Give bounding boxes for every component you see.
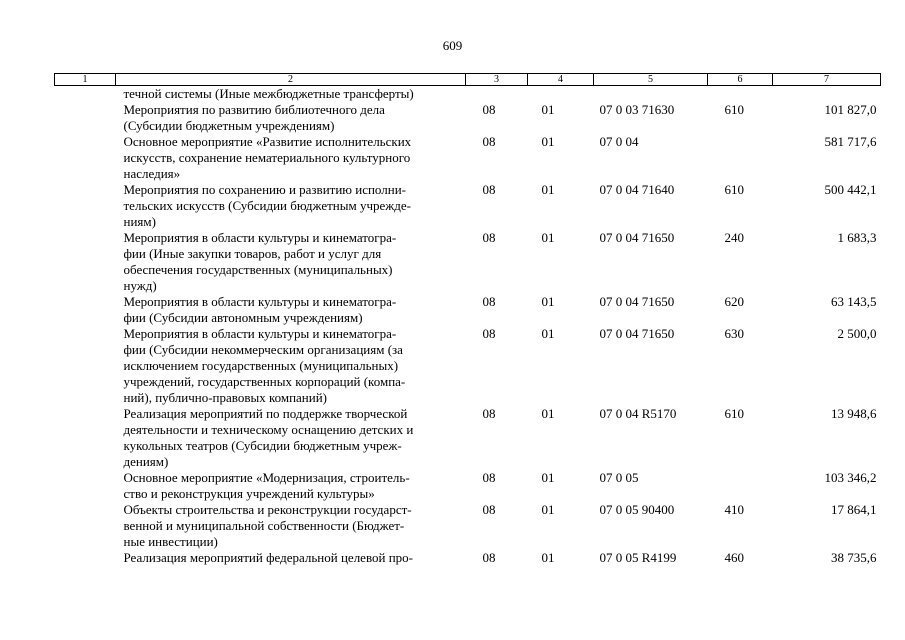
empty-cell	[55, 294, 116, 326]
expense-type-cell	[708, 134, 773, 182]
item-name-cell	[116, 86, 466, 103]
table-row	[55, 102, 881, 134]
amount-cell: 101 827,0	[824, 102, 877, 117]
subsection-cell: 01	[541, 502, 555, 517]
section-cell	[466, 86, 528, 103]
amount-cell: 103 346,2	[824, 470, 877, 485]
section-cell: 08	[482, 326, 496, 341]
item-name-line: нужд)	[123, 278, 157, 293]
item-name-cell	[116, 134, 466, 182]
table-row	[55, 406, 881, 470]
expense-type-cell: 610	[724, 182, 744, 197]
item-name-line: ство и реконструкция учреждений культуры»	[123, 486, 375, 501]
item-name-cell	[116, 406, 466, 470]
item-name-line: искусств, сохранение нематериального культурного	[123, 150, 411, 165]
column-number: 7	[773, 74, 881, 86]
item-name-cell	[116, 230, 466, 294]
section-cell: 08	[482, 134, 496, 149]
item-name-line: Мероприятия по развитию библиотечного дела	[123, 102, 385, 117]
item-name-cell	[116, 294, 466, 326]
subsection-cell: 01	[541, 230, 555, 245]
expense-type-cell: 460	[724, 550, 744, 565]
target-article-cell: 07 0 03 71630	[599, 102, 675, 117]
item-name-cell	[116, 550, 466, 566]
table-row	[55, 182, 881, 230]
page-number: 609	[442, 38, 463, 53]
table-row	[55, 502, 881, 550]
item-name-line: ний), публично-правовых компаний)	[123, 390, 328, 405]
expense-type-cell: 610	[724, 406, 744, 421]
item-name-cell	[116, 102, 466, 134]
item-name-line: Мероприятия по сохранению и развитию исполни-	[123, 182, 406, 197]
item-name-cell	[116, 182, 466, 230]
table-row	[55, 294, 881, 326]
empty-cell	[55, 502, 116, 550]
table-row	[55, 230, 881, 294]
item-name-line: фии (Субсидии некоммерческим организациям (за	[123, 342, 403, 357]
item-name-cell	[116, 502, 466, 550]
column-number: 2	[116, 74, 466, 86]
item-name-cell	[116, 326, 466, 406]
item-name-line: фии (Иные закупки товаров, работ и услуг для	[123, 246, 382, 261]
expense-type-cell	[708, 86, 773, 103]
expense-type-cell: 610	[724, 102, 744, 117]
column-number-row	[55, 74, 881, 86]
empty-cell	[55, 470, 116, 502]
item-name-line: фии (Субсидии автономным учреждениям)	[123, 310, 363, 325]
subsection-cell: 01	[541, 550, 555, 565]
item-name-line: дениям)	[123, 454, 169, 469]
item-name-line: наследия»	[123, 166, 181, 181]
item-name-line: Мероприятия в области культуры и кинематогра-	[123, 326, 397, 341]
subsection-cell: 01	[541, 134, 555, 149]
column-number: 4	[528, 74, 594, 86]
item-name-line: Реализация мероприятий федеральной целевой про-	[123, 550, 413, 565]
amount-cell: 500 442,1	[824, 182, 877, 197]
section-cell: 08	[482, 502, 496, 517]
column-number: 6	[708, 74, 773, 86]
empty-cell	[55, 550, 116, 566]
amount-cell: 581 717,6	[824, 134, 877, 149]
item-name-line: венной и муниципальной собственности (Бюджет-	[123, 518, 405, 533]
amount-cell: 63 143,5	[831, 294, 877, 309]
target-article-cell: 07 0 05 90400	[599, 502, 675, 517]
amount-cell: 17 864,1	[831, 502, 877, 517]
item-name-line: обеспечения государственных (муниципальных)	[123, 262, 393, 277]
subsection-cell: 01	[541, 102, 555, 117]
amount-cell: 38 735,6	[831, 550, 877, 565]
empty-cell	[55, 406, 116, 470]
item-name-line: тельских искусств (Субсидии бюджетным учрежде-	[123, 198, 411, 213]
target-article-cell: 07 0 04 R5170	[599, 406, 677, 421]
column-number: 5	[594, 74, 708, 86]
table-row	[55, 86, 881, 103]
item-name-line: кукольных театров (Субсидии бюджетным учреж-	[123, 438, 402, 453]
item-name-line: Основное мероприятие «Модернизация, строитель-	[123, 470, 410, 485]
section-cell: 08	[482, 550, 496, 565]
target-article-cell: 07 0 05 R4199	[599, 550, 677, 565]
subsection-cell: 01	[541, 326, 555, 341]
expense-type-cell: 630	[724, 326, 744, 341]
item-name-line: исключением государственных (муниципальных)	[123, 358, 399, 373]
target-article-cell: 07 0 04 71650	[599, 230, 675, 245]
target-article-cell: 07 0 05	[599, 470, 639, 485]
subsection-cell: 01	[541, 182, 555, 197]
item-name-line: Мероприятия в области культуры и кинематогра-	[123, 230, 397, 245]
expense-type-cell: 620	[724, 294, 744, 309]
item-name-line: Основное мероприятие «Развитие исполнительских	[123, 134, 412, 149]
amount-cell	[773, 86, 881, 103]
subsection-cell	[528, 86, 594, 103]
section-cell: 08	[482, 406, 496, 421]
table-body	[55, 86, 881, 567]
expense-type-cell: 410	[724, 502, 744, 517]
empty-cell	[55, 326, 116, 406]
target-article-cell	[594, 86, 708, 103]
expense-type-cell: 240	[724, 230, 744, 245]
empty-cell	[55, 102, 116, 134]
item-name-line: ные инвестиции)	[123, 534, 218, 549]
subsection-cell: 01	[541, 406, 555, 421]
target-article-cell: 07 0 04 71650	[599, 294, 675, 309]
expense-type-cell	[708, 470, 773, 502]
empty-cell	[55, 230, 116, 294]
item-name-line: (Субсидии бюджетным учреждениям)	[123, 118, 335, 133]
amount-cell: 13 948,6	[831, 406, 877, 421]
item-name-line: течной системы (Иные межбюджетные трансферты)	[123, 86, 414, 101]
amount-cell: 1 683,3	[837, 230, 877, 245]
section-cell: 08	[482, 470, 496, 485]
section-cell: 08	[482, 230, 496, 245]
budget-table	[54, 73, 881, 566]
item-name-line: Реализация мероприятий по поддержке творческой	[123, 406, 408, 421]
empty-cell	[55, 86, 116, 103]
empty-cell	[55, 134, 116, 182]
item-name-line: деятельности и техническому оснащению детских и	[123, 422, 414, 437]
item-name-line: ниям)	[123, 214, 156, 229]
table-row	[55, 326, 881, 406]
item-name-line: учреждений, государственных корпораций (компа-	[123, 374, 406, 389]
subsection-cell: 01	[541, 470, 555, 485]
section-cell: 08	[482, 182, 496, 197]
item-name-line: Мероприятия в области культуры и кинематогра-	[123, 294, 397, 309]
column-number: 1	[55, 74, 116, 86]
item-name-cell	[116, 470, 466, 502]
target-article-cell: 07 0 04 71650	[599, 326, 675, 341]
target-article-cell: 07 0 04	[599, 134, 639, 149]
subsection-cell: 01	[541, 294, 555, 309]
empty-cell	[55, 182, 116, 230]
column-number: 3	[466, 74, 528, 86]
section-cell: 08	[482, 102, 496, 117]
section-cell: 08	[482, 294, 496, 309]
amount-cell: 2 500,0	[837, 326, 877, 341]
table-row	[55, 550, 881, 566]
table-row	[55, 134, 881, 182]
table-row	[55, 470, 881, 502]
item-name-line: Объекты строительства и реконструкции государст-	[123, 502, 412, 517]
target-article-cell: 07 0 04 71640	[599, 182, 675, 197]
